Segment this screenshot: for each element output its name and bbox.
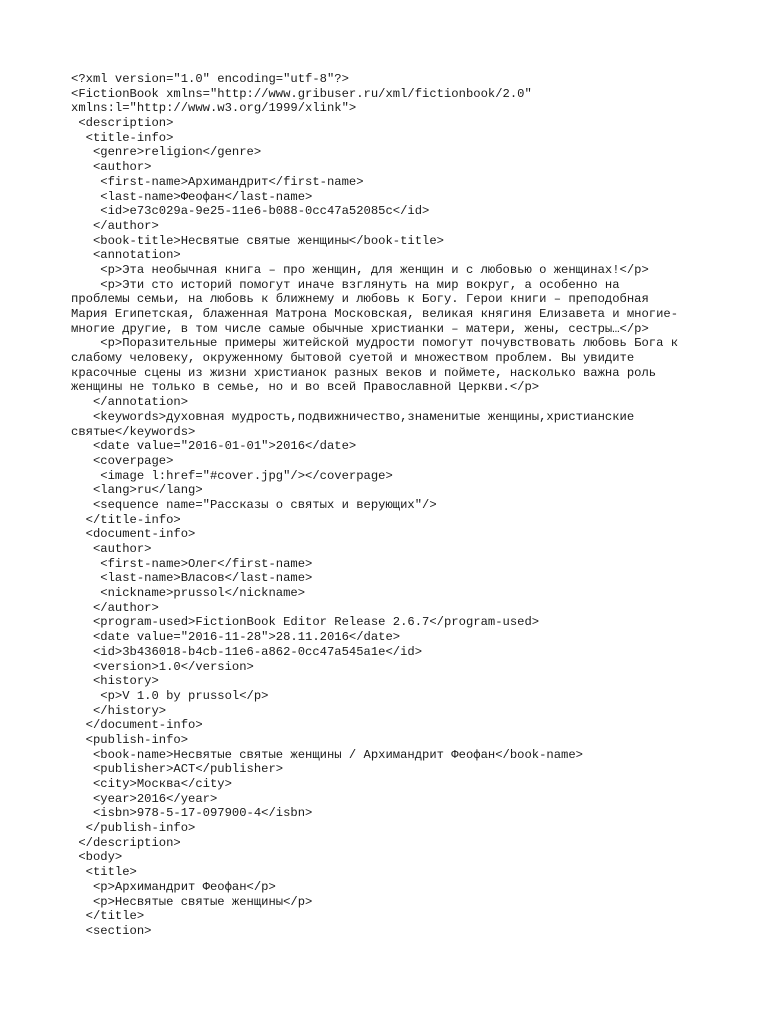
xml-line: <program-used>FictionBook Editor Release 2.6.7</program-used> bbox=[71, 615, 540, 630]
xml-line: <id>3b436018-b4cb-11e6-a862-0cc47a545a1e</id> bbox=[71, 644, 423, 659]
xml-line: женщины не только в семье, но и во всей Православной Церкви.</p> bbox=[71, 380, 540, 395]
xml-line: </author> bbox=[71, 218, 159, 233]
xml-line: <p>V 1.0 by prussol</p> bbox=[71, 688, 269, 703]
xml-line: <nickname>prussol</nickname> bbox=[71, 586, 306, 601]
xml-line: <document-info> bbox=[71, 527, 196, 542]
xml-line: <first-name>Архимандрит</first-name> bbox=[71, 174, 364, 189]
xml-line: красочные сцены из жизни христианок разных веков и поймете, насколько важна роль bbox=[71, 365, 657, 380]
xml-line: <history> bbox=[71, 674, 159, 689]
xml-line: святые</keywords> bbox=[71, 424, 196, 439]
xml-line: <genre>religion</genre> bbox=[71, 145, 262, 160]
xml-line: xmlns:l="http://www.w3.org/1999/xlink"> bbox=[71, 101, 357, 116]
xml-line: <book-title>Несвятые святые женщины</book-title> bbox=[71, 233, 444, 248]
xml-line: <last-name>Власов</last-name> bbox=[71, 571, 313, 586]
xml-line: <title-info> bbox=[71, 130, 174, 145]
xml-line: <annotation> bbox=[71, 248, 181, 263]
xml-line: </document-info> bbox=[71, 718, 203, 733]
xml-line: <coverpage> bbox=[71, 453, 174, 468]
xml-line: <lang>ru</lang> bbox=[71, 483, 203, 498]
xml-line: <publish-info> bbox=[71, 732, 189, 747]
xml-line: <p>Эти сто историй помогут иначе взглянуть на мир вокруг, а особенно на bbox=[71, 277, 620, 292]
xml-line: <first-name>Олег</first-name> bbox=[71, 556, 313, 571]
xml-line: <p>Архимандрит Феофан</p> bbox=[71, 879, 276, 894]
xml-line: <date value="2016-11-28">28.11.2016</date> bbox=[71, 630, 401, 645]
xml-line: <p>Поразительные примеры житейской мудрости помогут почувствовать любовь Бога к bbox=[71, 336, 679, 351]
xml-line: <p>Несвятые святые женщины</p> bbox=[71, 894, 313, 909]
xml-line: <id>e73c029a-9e25-11e6-b088-0cc47a52085c</id> bbox=[71, 204, 430, 219]
xml-line: </author> bbox=[71, 600, 159, 615]
xml-line: <body> bbox=[71, 850, 123, 865]
xml-line: <year>2016</year> bbox=[71, 791, 218, 806]
xml-line: <?xml version="1.0" encoding="utf-8"?> bbox=[71, 72, 349, 86]
xml-line: </title-info> bbox=[71, 512, 181, 527]
xml-line: </publish-info> bbox=[71, 821, 196, 836]
xml-line: </history> bbox=[71, 703, 167, 718]
xml-line: <description> bbox=[71, 116, 174, 131]
xml-line: <image l:href="#cover.jpg"/></coverpage> bbox=[71, 468, 393, 483]
xml-line: <author> bbox=[71, 542, 152, 556]
xml-line: многие другие, в том числе самые обычные христианки – матери, жены, сестры…</p> bbox=[71, 321, 649, 336]
xml-line: <section> bbox=[71, 923, 152, 938]
xml-line: <author> bbox=[71, 160, 152, 175]
xml-line: </description> bbox=[71, 835, 181, 850]
xml-line: <date value="2016-01-01">2016</date> bbox=[71, 439, 357, 454]
xml-line: <book-name>Несвятые святые женщины / Архимандрит Феофан</book-name> bbox=[71, 747, 583, 762]
xml-line: </title> bbox=[71, 909, 145, 924]
xml-line: <title> bbox=[71, 865, 137, 880]
xml-line: <publisher>АСТ</publisher> bbox=[71, 762, 284, 777]
xml-line: <isbn>978-5-17-097900-4</isbn> bbox=[71, 806, 313, 821]
xml-line: слабому человеку, окруженному бытовой суетой и множеством проблем. Вы увидите bbox=[71, 351, 635, 366]
xml-line: </annotation> bbox=[71, 395, 189, 410]
xml-line: <version>1.0</version> bbox=[71, 659, 254, 674]
xml-line: проблемы семьи, на любовь к ближнему и любовь к Богу. Герои книги – преподобная bbox=[71, 292, 649, 307]
xml-line: <last-name>Феофан</last-name> bbox=[71, 189, 313, 204]
xml-line: <city>Москва</city> bbox=[71, 777, 232, 791]
xml-source-text bbox=[71, 72, 711, 939]
xml-line: <FictionBook xmlns="http://www.gribuser.ru/xml/fictionbook/2.0" bbox=[71, 86, 532, 101]
xml-line: <p>Эта необычная книга – про женщин, для женщин и с любовью о женщинах!</p> bbox=[71, 262, 649, 277]
xml-line: Мария Египетская, блаженная Матрона Московская, великая княгиня Елизавета и многие- bbox=[71, 307, 679, 321]
xml-line: <sequence name="Рассказы о святых и верующих"/> bbox=[71, 497, 437, 512]
xml-line: <keywords>духовная мудрость,подвижничество,знаменитые женщины,христианские bbox=[71, 409, 635, 424]
